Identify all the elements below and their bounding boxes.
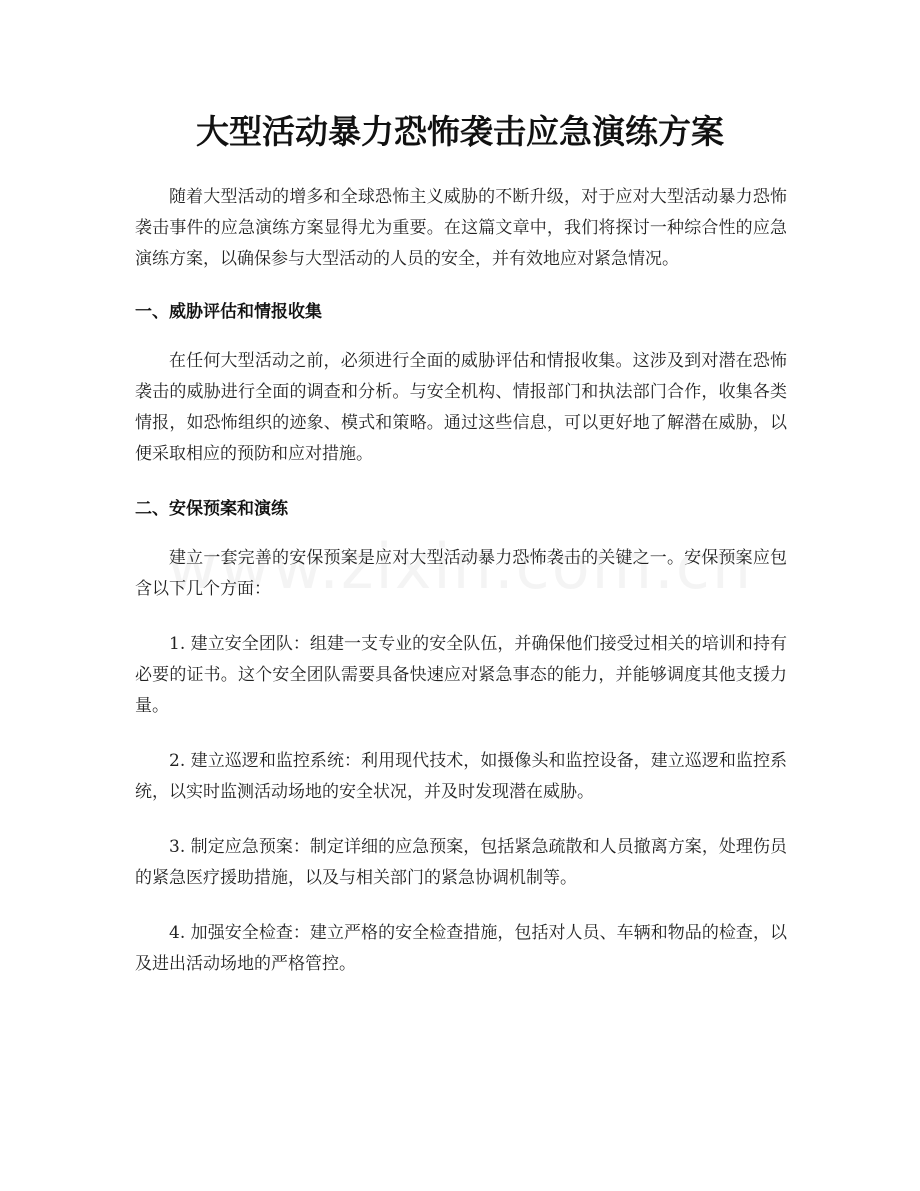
- section-paragraph-threat-assessment: 在任何大型活动之前，必须进行全面的威胁评估和情报收集。这涉及到对潜在恐怖袭击的威胁进行全面的调查和分析。与安全机构、情报部门和执法部门合作，收集各类情报，如恐怖组织的迹象、模式和策略。通过这些信息，可以更好地了解潜在威胁，以便采取相应的预防和应对措施。: [135, 351, 787, 464]
- list-item-security-check: 4. 加强安全检查：建立严格的安全检查措施，包括对人员、车辆和物品的检查，以及进出活动场地的严格管控。: [135, 923, 787, 974]
- intro-paragraph: 随着大型活动的增多和全球恐怖主义威胁的不断升级，对于应对大型活动暴力恐怖袭击事件的应急演练方案显得尤为重要。在这篇文章中，我们将探讨一种综合性的应急演练方案，以确保参与大型活动的人员的安全，并有效地应对紧急情况。: [135, 187, 787, 269]
- section-paragraph-security-plan: 建立一套完善的安保预案是应对大型活动暴力恐怖袭击的关键之一。安保预案应包含以下几个方面：: [135, 548, 787, 599]
- section-heading-threat-assessment: 一、威胁评估和情报收集: [135, 302, 322, 322]
- document-body: [135, 182, 787, 1004]
- list-item-security-team: 1. 建立安全团队：组建一支专业的安全队伍，并确保他们接受过相关的培训和持有必要的证书。这个安全团队需要具备快速应对紧急事态的能力，并能够调度其他支援力量。: [135, 634, 787, 716]
- list-item-patrol-monitoring: 2. 建立巡逻和监控系统：利用现代技术，如摄像头和监控设备，建立巡逻和监控系统，以实时监测活动场地的安全状况，并及时发现潜在威胁。: [135, 751, 787, 802]
- document-title: 大型活动暴力恐怖袭击应急演练方案: [196, 112, 724, 151]
- list-item-emergency-plan: 3. 制定应急预案：制定详细的应急预案，包括紧急疏散和人员撤离方案，处理伤员的紧急医疗援助措施，以及与相关部门的紧急协调机制等。: [135, 837, 787, 888]
- section-heading-security-plan: 二、安保预案和演练: [135, 499, 288, 519]
